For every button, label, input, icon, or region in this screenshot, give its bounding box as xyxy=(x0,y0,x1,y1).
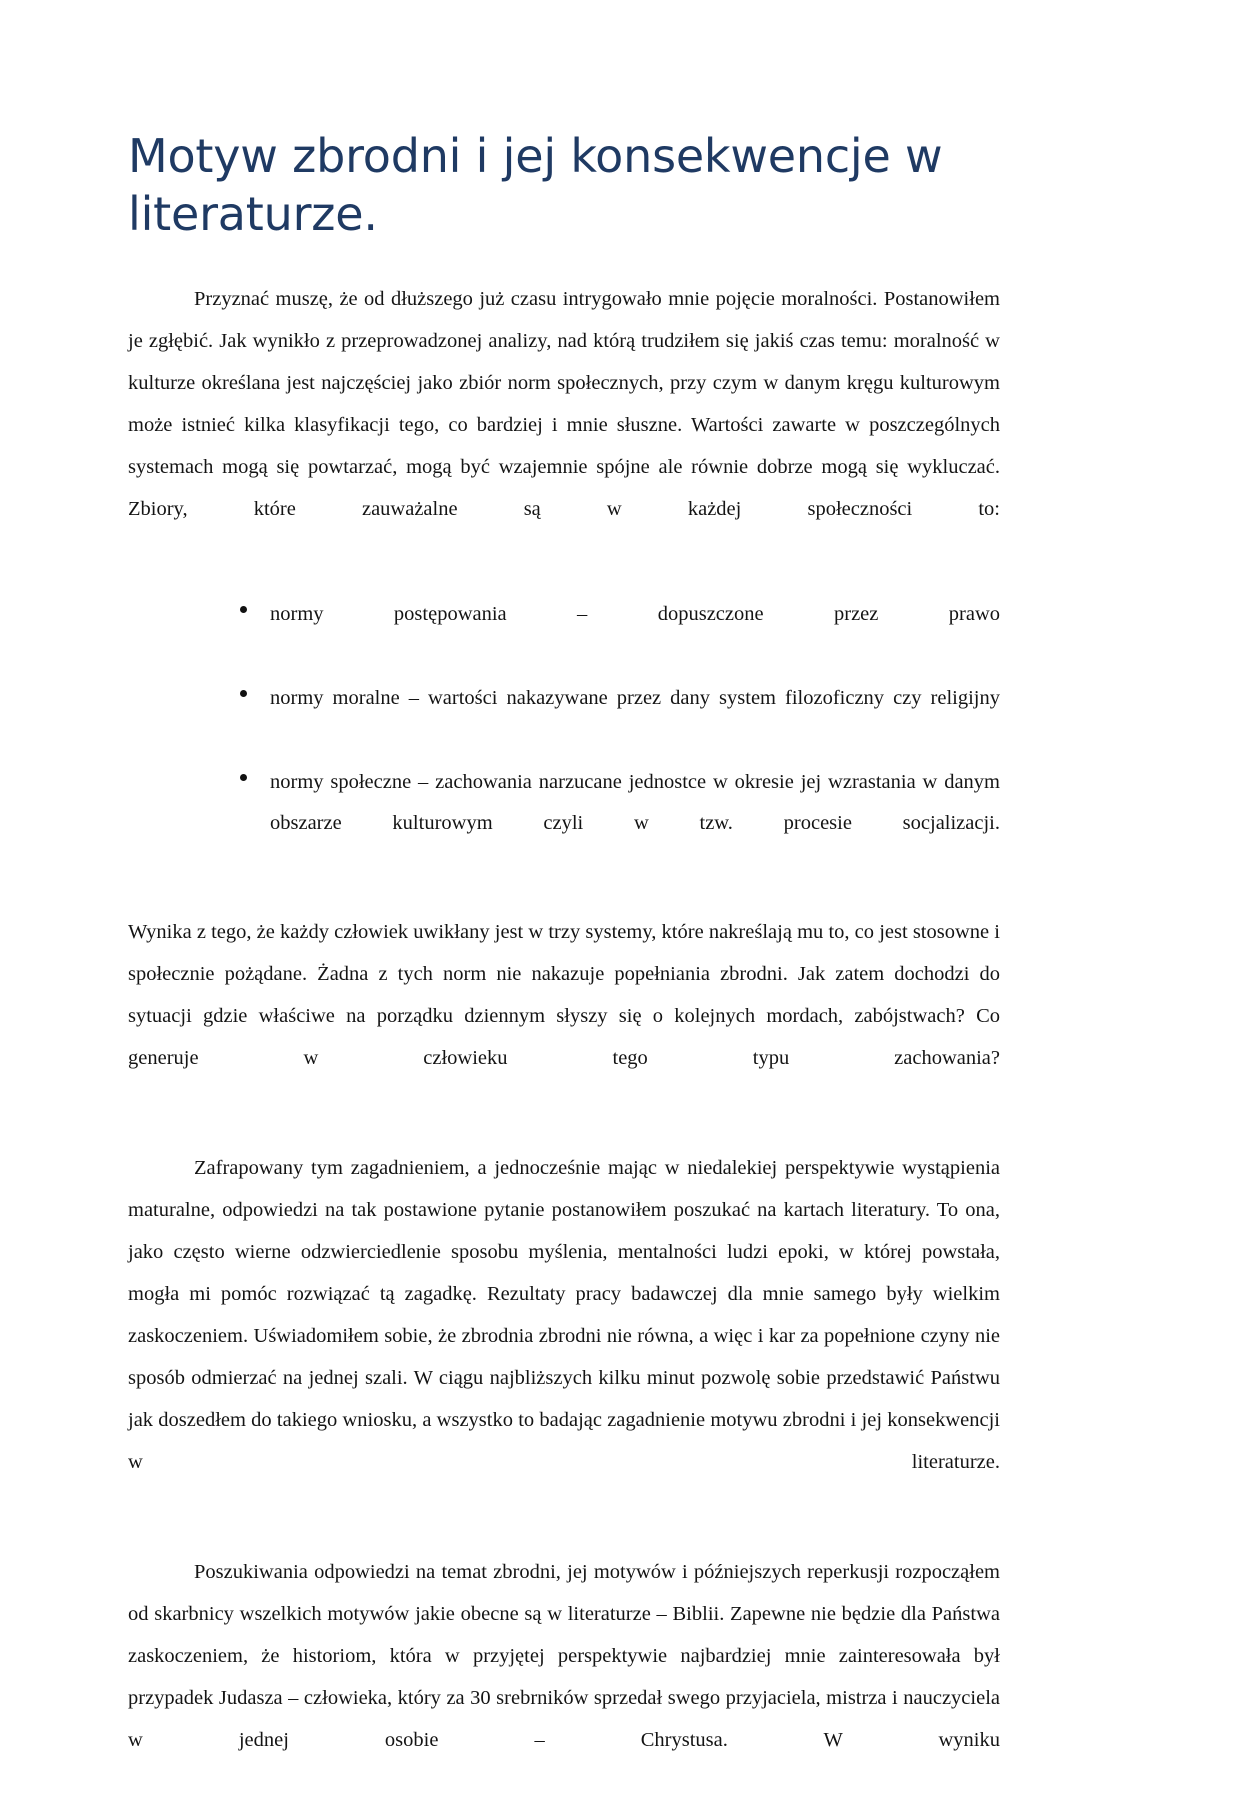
paragraph-systems: Wynika z tego, że każdy człowiek uwikłany jest w trzy systemy, które nakreślają mu to, co jest stosowne i społecznie pożądane. Żadna z tych norm nie nakazuje popełniania zbrodni. Jak zatem dochodzi do sytuacji gdzie właściwe na porządku dziennym słyszy się o kolejnych mordach, zabójstwach? Co generuje w człowieku tego typu zachowania? xyxy=(128,921,1000,1070)
list-item xyxy=(240,594,1000,676)
paragraph-bible: Poszukiwania odpowiedzi na temat zbrodni, jej motywów i późniejszych reperkusji rozpocząłem od skarbnicy wszelkich motywów jakie obecne są w literaturze – Biblii. Zapewne nie będzie dla Państwa zaskoczeniem, że historiom, która w przyjętej perspektywie najbardziej mnie zainteresowała był przypadek Judasza – człowieka, który za 30 srebrników sprzedał swego przyjaciela, mistrza i nauczyciela w jednej osobie – Chrystusa. W wyniku xyxy=(128,1561,1000,1752)
bullet-icon xyxy=(240,606,247,613)
list-item xyxy=(240,762,1000,885)
bullet-icon xyxy=(240,774,247,781)
page-title: Motyw zbrodni i jej konsekwencje w literaturze. xyxy=(128,129,943,241)
document-body xyxy=(128,278,1000,1803)
paragraph-motivation: Zafrapowany tym zagadnieniem, a jednocześnie mając w niedalekiej perspektywie wystąpienia maturalne, odpowiedzi na tak postawione pytanie postanowiłem poszukać na kartach literatury. To ona, jako często wierne odzwierciedlenie sposobu myślenia, mentalności ludzi epoki, w której powstała, mogła mi pomóc rozwiązać tą zagadkę. Rezultaty pracy badawczej dla mnie samego były wielkim zaskoczeniem. Uświadomiłem sobie, że zbrodnia zbrodni nie równa, a więc i kar za popełnione czyny nie sposób odmierzać na jednej szali. W ciągu najbliższych kilku minut pozwolę sobie przedstawić Państwu jak doszedłem do takiego wniosku, a wszystko to badając zagadnienie motywu zbrodni i jej konsekwencji w literaturze. xyxy=(128,1157,1000,1474)
bullet-icon xyxy=(240,690,247,697)
list-item-label: normy postępowania – dopuszczone przez prawo xyxy=(270,603,1000,626)
norms-list xyxy=(128,594,1000,885)
list-item-label: normy moralne – wartości nakazywane przez dany system filozoficzny czy religijny xyxy=(270,687,1000,710)
list-item xyxy=(240,678,1000,760)
list-item-label: normy społeczne – zachowania narzucane jednostce w okresie jej wzrastania w danym obszarze kulturowym czyli w tzw. procesie socjalizacji. xyxy=(270,771,1000,835)
paragraph-intro: Przyznać muszę, że od dłuższego już czasu intrygowało mnie pojęcie moralności. Postanowiłem je zgłębić. Jak wynikło z przeprowadzonej analizy, nad którą trudziłem się jakiś czas temu: moralność w kulturze określana jest najczęściej jako zbiór norm społecznych, przy czym w danym kręgu kulturowym może istnieć kilka klasyfikacji tego, co bardziej i mnie słuszne. Wartości zawarte w poszczególnych systemach mogą się powtarzać, mogą być wzajemnie spójne ale równie dobrze mogą się wykluczać. Zbiory, które zauważalne są w każdej społeczności to: xyxy=(128,287,1000,520)
